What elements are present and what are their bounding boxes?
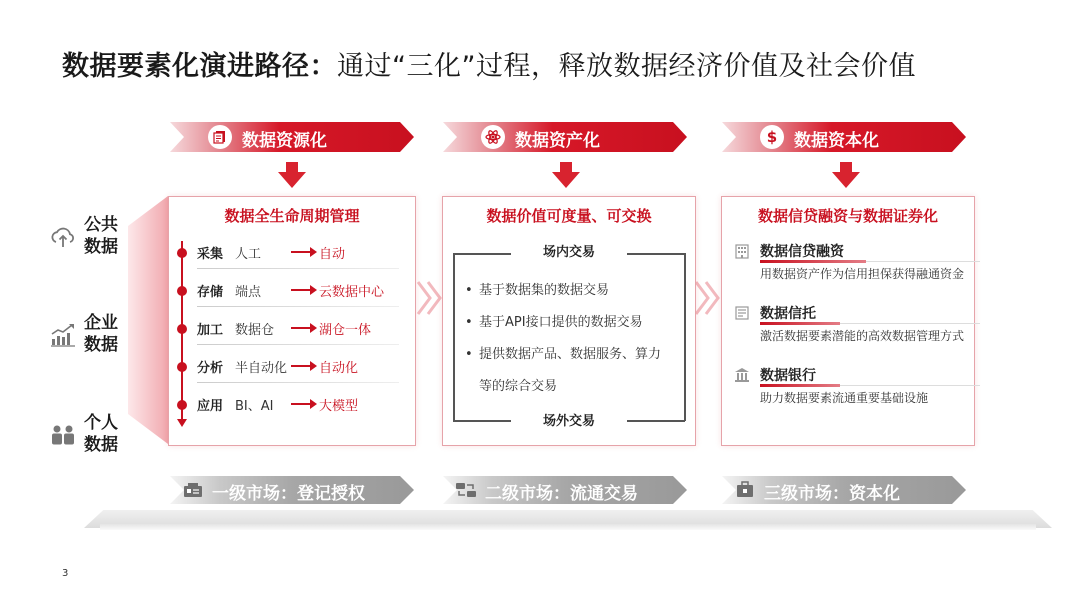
item-heading: 数据信贷融资	[760, 244, 844, 260]
lifecycle-row	[169, 389, 399, 427]
arrow-right-icon	[291, 247, 317, 257]
document-icon	[208, 125, 232, 149]
stage-label: 数据资源化	[242, 131, 327, 151]
bullet-continuation: 等的综合交易	[479, 379, 558, 394]
title-bold: 数据要素化演进路径：	[62, 51, 337, 82]
row-from: 人工	[235, 247, 262, 262]
double-chevron-icon	[694, 280, 722, 316]
item-description: 用数据资产作为信用担保获得融通资金	[760, 267, 965, 281]
row-key: 采集	[197, 247, 224, 262]
offsite-exchange-label: 场外交易	[542, 414, 595, 429]
panel-title: 数据信贷融资与数据证券化	[757, 207, 938, 225]
dollar-icon	[760, 125, 784, 149]
row-key: 加工	[197, 323, 224, 338]
down-arrow-icon	[278, 162, 306, 188]
row-to: 湖仓一体	[319, 323, 372, 338]
stage-label: 数据资本化	[794, 131, 879, 151]
stage-banner-asset	[443, 122, 687, 152]
cloud-upload-icon	[50, 224, 76, 250]
market-banner-tertiary	[722, 476, 966, 504]
down-arrow-icon	[552, 162, 580, 188]
timeline-dot	[177, 248, 187, 258]
onsite-exchange-label: 场内交易	[542, 245, 595, 260]
title-rest: 通过“三化”过程，释放数据经济价值及社会价值	[337, 51, 916, 82]
arrow-right-icon	[291, 399, 317, 409]
growth-chart-icon	[50, 322, 76, 348]
category-label: 个人数据	[84, 413, 118, 455]
item-heading: 数据信托	[760, 306, 816, 322]
timeline-dot	[177, 400, 187, 410]
panel-title: 数据全生命周期管理	[224, 207, 360, 225]
platform-shadow	[100, 524, 1036, 530]
double-chevron-icon	[416, 280, 444, 316]
panel-asset-exchange	[442, 196, 696, 446]
row-from: 半自动化	[235, 361, 288, 376]
category-label: 公共数据	[84, 215, 118, 257]
register-icon	[182, 481, 204, 499]
row-from: 端点	[235, 285, 262, 300]
arrow-right-icon	[291, 361, 317, 371]
timeline-dot	[177, 362, 187, 372]
timeline-dot	[177, 324, 187, 334]
bank-icon	[734, 367, 750, 383]
building-icon	[734, 243, 750, 259]
stage-label: 数据资产化	[515, 131, 600, 151]
row-to: 云数据中心	[319, 285, 385, 300]
item-description: 助力数据要素流通重要基础设施	[760, 391, 929, 405]
page-title	[62, 44, 916, 83]
lifecycle-row	[169, 313, 399, 351]
bullet-item: • 基于API接口提供的数据交易	[465, 315, 643, 330]
lifecycle-row	[169, 275, 399, 313]
row-to: 自动	[319, 247, 346, 262]
capital-icon	[734, 481, 756, 499]
category-public-data	[50, 214, 140, 264]
row-from: 数据仓	[235, 323, 275, 338]
category-enterprise-data	[50, 312, 140, 362]
timeline-dot	[177, 286, 187, 296]
trust-document-icon	[734, 305, 750, 321]
item-heading: 数据银行	[760, 368, 816, 384]
category-label: 企业数据	[84, 313, 118, 355]
panel-title: 数据价值可度量、可交换	[486, 207, 652, 225]
panel-capitalization	[721, 196, 975, 446]
page-number: 3	[62, 568, 69, 579]
row-to: 自动化	[319, 361, 359, 376]
people-icon	[50, 422, 76, 448]
lifecycle-row	[169, 351, 399, 389]
svg-text:$: $	[766, 129, 778, 145]
category-personal-data	[50, 412, 140, 462]
market-banner-secondary	[443, 476, 687, 504]
panel-lifecycle	[168, 196, 416, 446]
item-description: 激活数据要素潜能的高效数据管理方式	[760, 329, 965, 343]
market-label: 三级市场：资本化	[764, 484, 900, 504]
row-to: 大模型	[319, 399, 359, 414]
arrow-right-icon	[291, 285, 317, 295]
arrow-right-icon	[291, 323, 317, 333]
row-key: 应用	[197, 399, 224, 414]
row-key: 分析	[197, 361, 224, 376]
atom-icon	[481, 125, 505, 149]
market-label: 一级市场：登记授权	[212, 484, 365, 504]
market-label: 二级市场：流通交易	[485, 484, 638, 504]
down-arrow-icon	[832, 162, 860, 188]
row-from: BI、AI	[235, 399, 274, 414]
row-key: 存储	[197, 285, 224, 300]
market-banner-primary	[170, 476, 414, 504]
stage-banner-resource	[170, 122, 414, 152]
stage-banner-capital	[722, 122, 966, 152]
exchange-icon	[455, 481, 477, 499]
lifecycle-row	[169, 237, 399, 275]
bullet-item: • 基于数据集的数据交易	[465, 283, 610, 298]
bullet-item: • 提供数据产品、数据服务、算力	[465, 347, 662, 362]
